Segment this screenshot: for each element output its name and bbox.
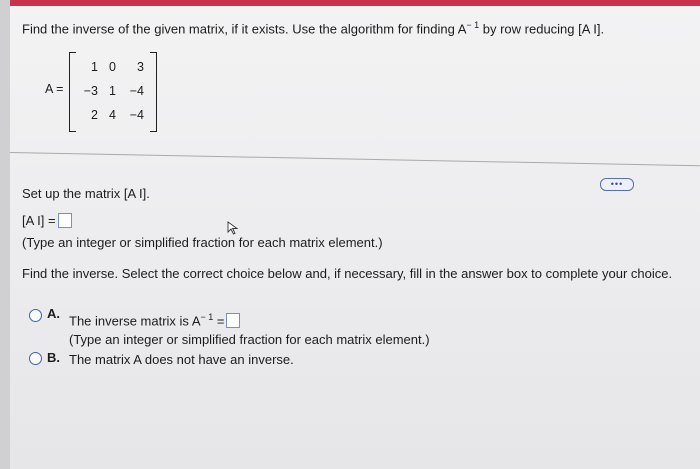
question-suffix: by row reducing [A I].	[479, 21, 605, 37]
option-a-superscript: − 1	[200, 312, 214, 322]
find-inverse-instruction: Find the inverse. Select the correct choice below and, if necessary, fill in the answer box to complete your choice.	[22, 266, 673, 281]
question-prefix: Find the inverse of the given matrix, if it exists. Use the algorithm for finding A	[22, 21, 467, 37]
matrix-cell: −4	[129, 108, 144, 122]
matrix-right-bracket	[150, 52, 157, 132]
matrix-cell: −3	[83, 84, 98, 98]
matrix-cell: 4	[109, 108, 116, 122]
setup-instruction: Set up the matrix [A I].	[22, 186, 150, 201]
matrix-cell: 0	[109, 60, 116, 74]
matrix-cell: 2	[91, 108, 98, 122]
option-a-text-prefix: The inverse matrix is A	[69, 313, 201, 329]
question-text	[22, 20, 604, 36]
option-b-text: The matrix A does not have an inverse.	[69, 352, 294, 367]
option-a-radio[interactable]	[29, 309, 42, 322]
option-a-text-suffix: =	[213, 313, 225, 329]
setup-hint: (Type an integer or simplified fraction for each matrix element.)	[22, 235, 383, 250]
matrix-left-bracket	[69, 52, 76, 132]
option-a-answer-box[interactable]	[226, 313, 240, 328]
matrix-cell: 1	[91, 60, 98, 74]
left-edge	[0, 0, 10, 469]
matrix-cell: 3	[137, 60, 144, 74]
option-a-letter: A.	[47, 306, 60, 321]
option-a-hint: (Type an integer or simplified fraction for each matrix element.)	[69, 332, 430, 347]
more-options-button[interactable]: •••	[600, 178, 634, 191]
matrix-cell: −4	[129, 84, 144, 98]
option-b-letter: B.	[47, 350, 60, 365]
matrix-cell: 1	[109, 84, 116, 98]
option-a-text	[69, 312, 240, 328]
setup-answer-row	[22, 213, 72, 228]
matrix-label: A =	[45, 82, 64, 96]
question-superscript: − 1	[466, 20, 480, 30]
mouse-cursor-icon	[227, 221, 239, 235]
setup-answer-label: [A I] =	[22, 213, 56, 228]
option-b-radio[interactable]	[29, 352, 42, 365]
setup-answer-box[interactable]	[58, 213, 72, 228]
